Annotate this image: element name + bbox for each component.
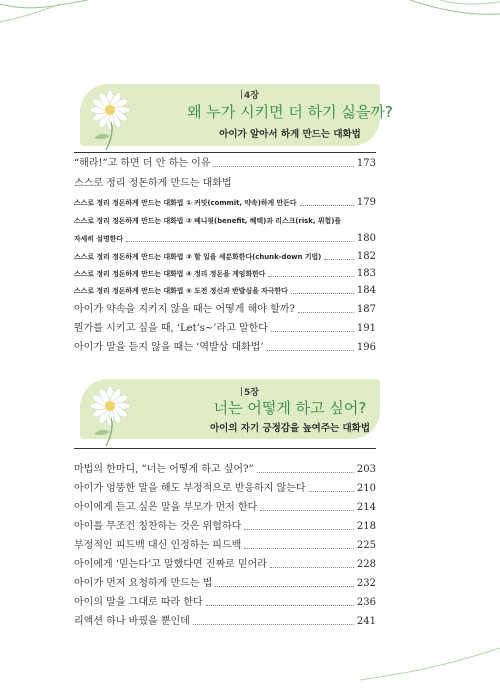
toc-entry[interactable]: 마법의 한마디, “너는 어떻게 하고 싶어?” 203	[74, 464, 376, 475]
toc-entry[interactable]: 아이가 엉뚱한 말을 해도 부정적으로 반응하지 않는다 210	[74, 483, 376, 494]
corner-vine-left-decoration	[0, 0, 90, 60]
toc-entry[interactable]: 아이에게 듣고 싶은 말을 부모가 먼저 한다 214	[74, 502, 376, 513]
toc-entry[interactable]: “해라!”고 하면 더 안 하는 이유 173	[74, 158, 376, 169]
chapter-4-label: 4장	[0, 88, 500, 101]
toc-entry[interactable]: 아이를 무조건 칭찬하는 것은 위험하다 218	[74, 521, 376, 532]
toc-entry[interactable]: 스스로 정리 정돈하게 만드는 대화법 ⑤ 도전 정신과 반발심을 자극한다 184	[74, 285, 376, 296]
toc-entry[interactable]: 아이가 약속을 지키지 않을 때는 어떻게 해야 할까? 187	[74, 304, 376, 315]
toc-entry[interactable]: 스스로 정리 정돈하게 만드는 대화법 ② 베니핏(benefit, 혜택)과 리스크(risk, 위험)를	[74, 217, 342, 225]
toc-entry[interactable]: 리액션 하나 바꿨을 뿐인데 241	[74, 616, 376, 627]
toc-entry[interactable]: 부정적인 피드백 대신 인정하는 피드백 225	[74, 540, 376, 551]
chapter-4-title: 왜 누가 시키면 더 하기 싫을까?	[187, 103, 393, 121]
toc-entry[interactable]: 아이에게 ‘믿는다’고 말했다면 진짜로 믿어라 228	[74, 559, 376, 570]
chapter-4-subtitle: 아이가 알아서 하게 만드는 대화법	[219, 129, 361, 140]
toc-entry[interactable]: 아이가 말을 듣지 않을 때는 ‘역발상 대화법’ 196	[74, 342, 376, 353]
chapter-5-divider	[74, 448, 376, 449]
toc-section-heading[interactable]: 스스로 정리 정돈하게 만드는 대화법	[74, 178, 232, 189]
toc-entry[interactable]: 뭔가를 시키고 싶을 때, ‘Let’s~’라고 말한다 191	[74, 323, 376, 334]
toc-entry[interactable]: 스스로 정리 정돈하게 만드는 대화법 ① 커밋(commit, 약속)하게 만든다 179	[74, 197, 376, 208]
chapter-5-subtitle: 아이의 자기 긍정감을 높여주는 대화법	[209, 423, 371, 434]
chapter-4-divider	[74, 152, 376, 153]
toc-entry[interactable]: 아이가 먼저 요청하게 만드는 법 232	[74, 578, 376, 589]
chapter-5-title: 너는 어떻게 하고 싶어?	[213, 399, 367, 417]
toc-entry[interactable]: 스스로 정리 정돈하게 만드는 대화법 ③ 할 일을 세분화한다(chunk-down 기법) 182	[74, 251, 376, 262]
toc-entry-continuation[interactable]: 자세히 설명한다 180	[74, 233, 376, 244]
toc-entry[interactable]: 스스로 정리 정돈하게 만드는 대화법 ④ 정리 정돈을 게임화한다 183	[74, 268, 376, 279]
bottom-vine-decoration	[360, 640, 500, 691]
chapter-5-label: 5장	[0, 385, 500, 398]
corner-vine-right-decoration	[400, 0, 500, 60]
toc-entry[interactable]: 아이의 말을 그대로 따라 한다 236	[74, 597, 376, 608]
